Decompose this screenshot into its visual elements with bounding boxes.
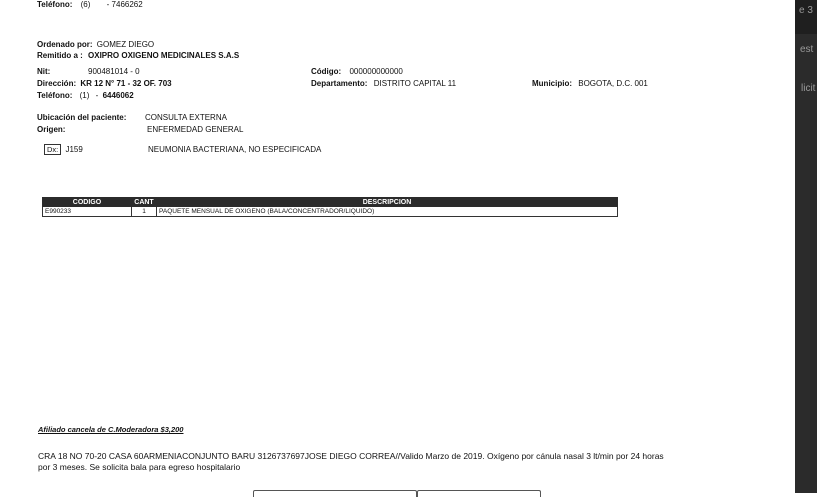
codigo-value: 000000000000: [349, 67, 403, 76]
referred-to-row: [37, 51, 239, 60]
origen-row: [37, 125, 244, 134]
nit-row: [37, 67, 140, 76]
items-table: [42, 197, 618, 217]
phone-area-code: (6): [80, 0, 91, 9]
nit-label: Nit:: [37, 67, 51, 76]
departamento-label: Departamento:: [311, 79, 368, 88]
order-phone-label: Teléfono:: [37, 91, 73, 100]
phone-label: Teléfono:: [37, 0, 73, 9]
codigo-label: Código:: [311, 67, 342, 76]
direccion-value: KR 12 N° 71 - 32 OF. 703: [80, 79, 172, 88]
table-header-row: [43, 198, 618, 207]
municipio-row: [532, 79, 648, 88]
departamento-value: DISTRITO CAPITAL 11: [373, 79, 457, 88]
ordered-by-value: GOMEZ DIEGO: [96, 40, 155, 49]
direccion-row: [37, 79, 172, 88]
order-phone-row: [37, 91, 134, 100]
order-phone-dash: -: [95, 91, 99, 100]
dx-label: Dx:: [44, 144, 61, 155]
ubicacion-label: Ubicación del paciente:: [37, 113, 127, 122]
copay-note: Afiliado cancela de C.Moderadora $3,200: [38, 425, 184, 434]
dx-code: J159: [65, 145, 83, 154]
municipio-value: BOGOTA, D.C. 001: [578, 79, 648, 88]
ordered-by-label: Ordenado por:: [37, 40, 93, 49]
right-side-panel: [795, 0, 817, 493]
side-panel-fragment-3: licit: [801, 83, 816, 94]
side-panel-fragment-1: e 3: [799, 5, 813, 16]
origen-label: Origen:: [37, 125, 66, 134]
order-phone-code: (1): [79, 91, 90, 100]
diagnosis-row: [44, 145, 322, 154]
side-panel-fragment-2: est: [800, 44, 814, 55]
municipio-label: Municipio:: [532, 79, 572, 88]
direccion-label: Dirección:: [37, 79, 77, 88]
observations-text: CRA 18 NO 70-20 CASA 60ARMENIACONJUNTO BARU 3126737697JOSE DIEGO CORREA//Valido Marzo de 2019. Oxígeno por cánula nasal 3 lt/min por 24 horas por 3 meses. Se solicita bala para egreso hospitalario: [38, 451, 664, 472]
item-description: PAQUETE MENSUAL DE OXIGENO (BALA/CONCENTRADOR/LIQUIDO): [157, 207, 618, 217]
item-code: E990233: [43, 207, 132, 217]
ubicacion-row: [37, 113, 227, 122]
header-phone: [37, 0, 143, 9]
nit-value: 900481014 - 0: [88, 67, 140, 76]
ubicacion-value: CONSULTA EXTERNA: [145, 113, 227, 122]
order-phone-number: 6446062: [102, 91, 134, 100]
departamento-row: [311, 79, 456, 88]
column-header-cant: CANT: [132, 198, 157, 207]
origen-value: ENFERMEDAD GENERAL: [147, 125, 244, 134]
referred-to-value: OXIPRO OXIGENO MEDICINALES S.A.S: [88, 51, 240, 60]
column-header-codigo: CODIGO: [43, 198, 132, 207]
codigo-row: [311, 67, 403, 76]
phone-number: - 7466262: [106, 0, 143, 9]
bottom-button-right[interactable]: [417, 490, 541, 497]
ordered-by-row: [37, 40, 154, 49]
column-header-descripcion: DESCRIPCION: [157, 198, 618, 207]
bottom-button-left[interactable]: [253, 490, 417, 497]
table-row: [43, 207, 618, 217]
item-quantity: 1: [132, 207, 157, 217]
dx-description: NEUMONIA BACTERIANA, NO ESPECIFICADA: [148, 145, 322, 154]
referred-to-label: Remitido a :: [37, 51, 83, 60]
